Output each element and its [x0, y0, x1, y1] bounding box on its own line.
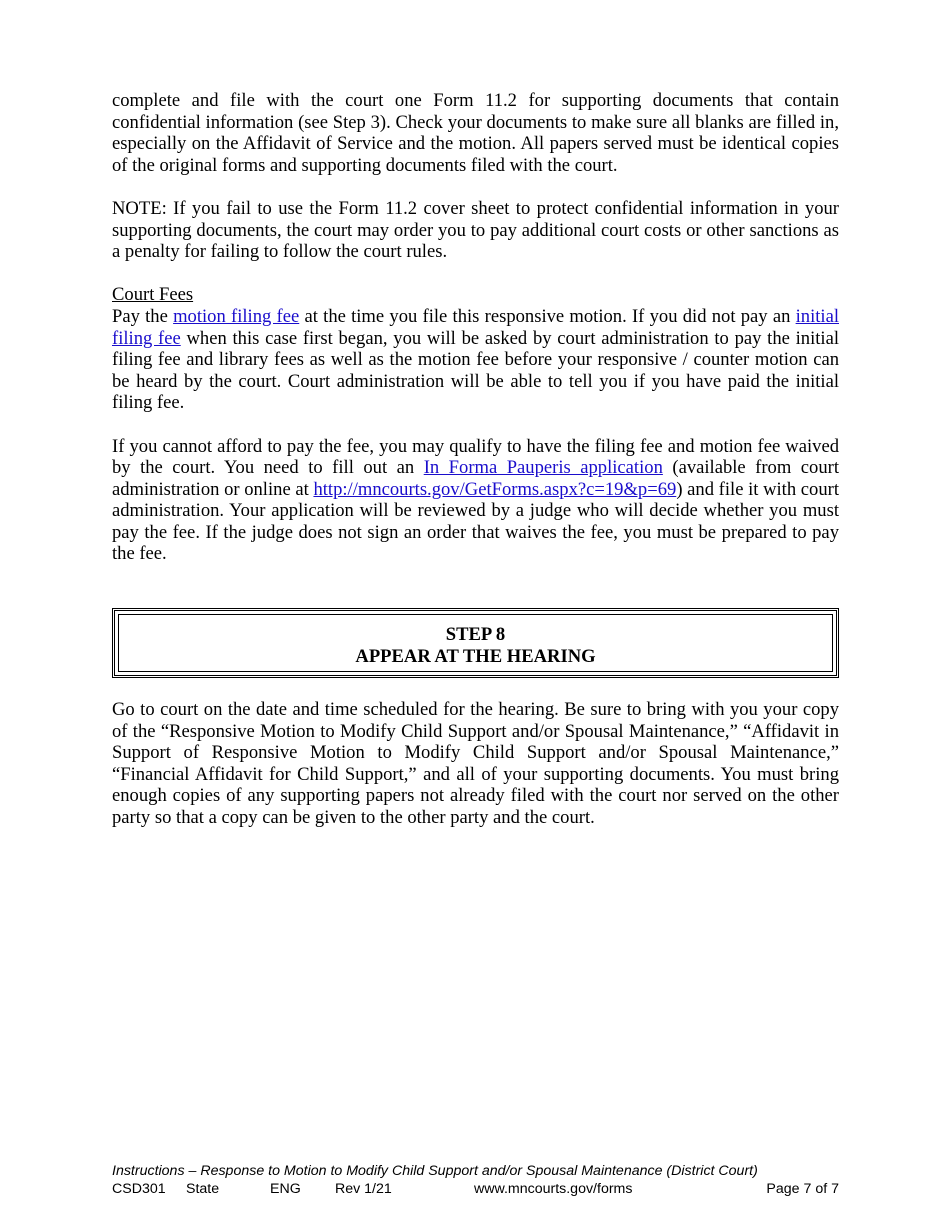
- waiver-text-2: (available from court administration or online at: [112, 457, 840, 500]
- court-fees-heading: Court Fees: [112, 284, 194, 306]
- motion-filing-fee-link[interactable]: motion filing fee: [173, 305, 300, 327]
- footer-meta-row: [112, 1180, 839, 1198]
- step-number: STEP 8: [445, 624, 506, 646]
- initial-filing-fee-link[interactable]: initial filing fee: [112, 305, 839, 349]
- step-title: APPEAR AT THE HEARING: [355, 646, 596, 668]
- in-forma-pauperis-link[interactable]: In Forma Pauperis application: [423, 457, 663, 479]
- document-body: [112, 90, 839, 850]
- footer-page-number: Page 7 of 7: [766, 1181, 839, 1197]
- step-8-inner: [118, 614, 833, 672]
- page-footer: [112, 1162, 839, 1198]
- waiver-text-1: If you cannot afford to pay the fee, you may qualify to have the filing fee and motion fee waived by the court. You need to fill out an: [112, 435, 839, 479]
- footer-revision: Rev 1/21: [335, 1181, 392, 1197]
- footer-website: www.mncourts.gov/forms: [474, 1181, 633, 1197]
- footer-jurisdiction: State: [186, 1181, 220, 1197]
- court-fees-text-2: at the time you file this responsive motion. If you did not pay an: [299, 305, 796, 327]
- intro-paragraph: complete and file with the court one Form 11.2 for supporting documents that contain confidential information (see Step 3). Check your documents to make sure all blanks are filled in, especially on the Affidavit of Service and the motion. All papers served must be identical copies of the original forms and supporting documents filed with the court.: [112, 90, 839, 176]
- footer-form-code: CSD301: [112, 1181, 166, 1197]
- footer-title: Instructions – Response to Motion to Modify Child Support and/or Spousal Maintenance (District Court): [112, 1163, 758, 1179]
- court-fees-text-1: Pay the: [112, 305, 174, 327]
- fee-waiver-paragraph: [112, 436, 839, 566]
- footer-language: ENG: [270, 1181, 301, 1197]
- step-8-box: [112, 608, 839, 678]
- waiver-text-3: ) and file it with court administration. Your application will be reviewed by a judge who will decide whether you must pay the fee. If the judge does not sign an order that waives the fee, you must be prepared to pay the fee.: [112, 478, 840, 565]
- court-fees-section: [112, 284, 839, 414]
- court-fees-text-3: when this case first began, you will be asked by court administration to pay the initial filing fee and library fees as well as the motion fee before your responsive / counter motion can be heard by the court. Court administration will be able to tell you if you have paid the initial filing fee.: [112, 327, 839, 414]
- note-paragraph: NOTE: If you fail to use the Form 11.2 cover sheet to protect confidential information in your supporting documents, the court may order you to pay additional court costs or other sanctions as a penalty for failing to follow the court rules.: [112, 197, 839, 263]
- get-forms-url-link[interactable]: http://mncourts.gov/GetForms.aspx?c=19&p=69: [313, 478, 677, 500]
- hearing-paragraph: Go to court on the date and time scheduled for the hearing. Be sure to bring with you your copy of the “Responsive Motion to Modify Child Support and/or Spousal Maintenance,” “Affidavit in Support of Responsive Motion to Modify Child Support and/or Spousal Maintenance,” “Financial Affidavit for Child Support,” and all of your supporting documents. You must bring enough copies of any supporting papers not already filed with the court nor served on the other party so that a copy can be given to the other party and the court.: [112, 699, 839, 829]
